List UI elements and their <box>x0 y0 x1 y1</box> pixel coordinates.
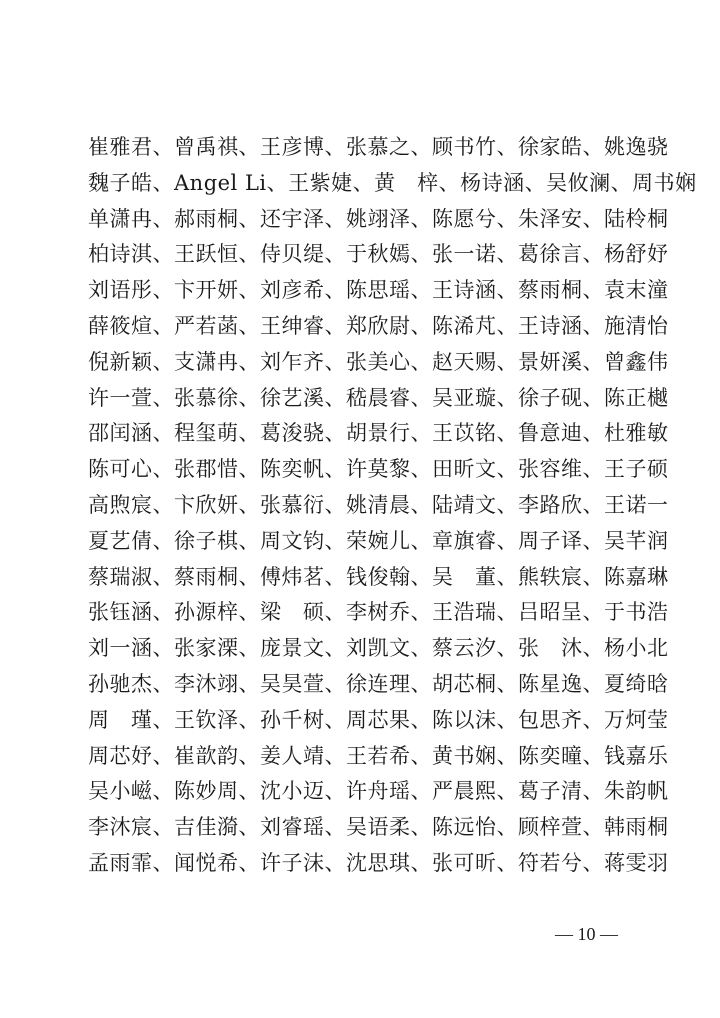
name-line: 倪新颖、支潇冉、刘乍齐、张美心、赵天赐、景妍溪、曾鑫伟 <box>88 349 669 374</box>
name-line: 张钰涵、孙源梓、梁 硕、李树乔、王浩瑞、吕昭呈、于书浩 <box>88 600 669 625</box>
name-line: 陈可心、张郡惜、陈奕帆、许莫黎、田昕文、张容维、王子硕 <box>88 457 669 482</box>
name-line: 孙驰杰、李沐翊、吴昊萱、徐连理、胡芯桐、陈星逸、夏绮晗 <box>88 671 669 696</box>
name-line: 魏子皓、Angel Li、王紫婕、黄 梓、杨诗涵、吴攸澜、周书娴 <box>88 170 697 195</box>
name-line: 高煦宸、卞欣妍、张慕衍、姚清晨、陆靖文、李路欣、王诺一 <box>88 492 669 517</box>
name-line: 吴小嵫、陈妙周、沈小迈、许舟瑶、严晨熙、葛子清、朱韵帆 <box>88 779 669 804</box>
name-line: 周 瑾、王钦泽、孙千树、周芯果、陈以沫、包思齐、万炣莹 <box>88 707 669 732</box>
name-list <box>88 130 697 882</box>
name-line: 周芯妤、崔歆韵、姜人靖、王若希、黄书娴、陈奕曈、钱嘉乐 <box>88 743 669 768</box>
name-line: 柏诗淇、王跃恒、侍贝缇、于秋嫣、张一诺、葛徐言、杨舒妤 <box>88 242 669 267</box>
name-line: 刘语彤、卞开妍、刘彦希、陈思瑶、王诗涵、蔡雨桐、袁末潼 <box>88 278 669 303</box>
name-line: 孟雨霏、闻悦希、许子沫、沈思琪、张可昕、符若兮、蒋雯羽 <box>88 850 669 875</box>
page-number: — 10 — <box>555 924 618 944</box>
name-line: 崔雅君、曾禹祺、王彦博、张慕之、顾书竹、徐家皓、姚逸骁 <box>88 135 669 159</box>
name-line: 许一萱、张慕徐、徐艺溪、嵇晨睿、吴亚璇、徐子砚、陈正樾 <box>88 385 669 410</box>
name-line: 李沐宸、吉佳漪、刘睿瑶、吴语柔、陈远怡、顾梓萱、韩雨桐 <box>88 815 669 840</box>
name-line: 邵闰涵、程玺萌、葛浚骁、胡景行、王苡铭、鲁意迪、杜雅敏 <box>88 421 669 446</box>
name-line: 薛筱煊、严若菡、王绅睿、郑欣尉、陈浠芃、王诗涵、施清怡 <box>88 313 669 338</box>
name-line: 单潇冉、郝雨桐、还宇泽、姚翊泽、陈愿兮、朱泽安、陆柃桐 <box>88 206 669 231</box>
name-line: 夏艺倩、徐子棋、周文钧、荣婉儿、章旗睿、周子译、吴芊润 <box>88 528 669 553</box>
name-line: 蔡瑞淑、蔡雨桐、傅炜茗、钱俊翰、吴 董、熊轶宸、陈嘉琳 <box>88 564 669 589</box>
name-line: 刘一涵、张家溧、庞景文、刘凯文、蔡云汐、张 沐、杨小北 <box>88 636 669 661</box>
